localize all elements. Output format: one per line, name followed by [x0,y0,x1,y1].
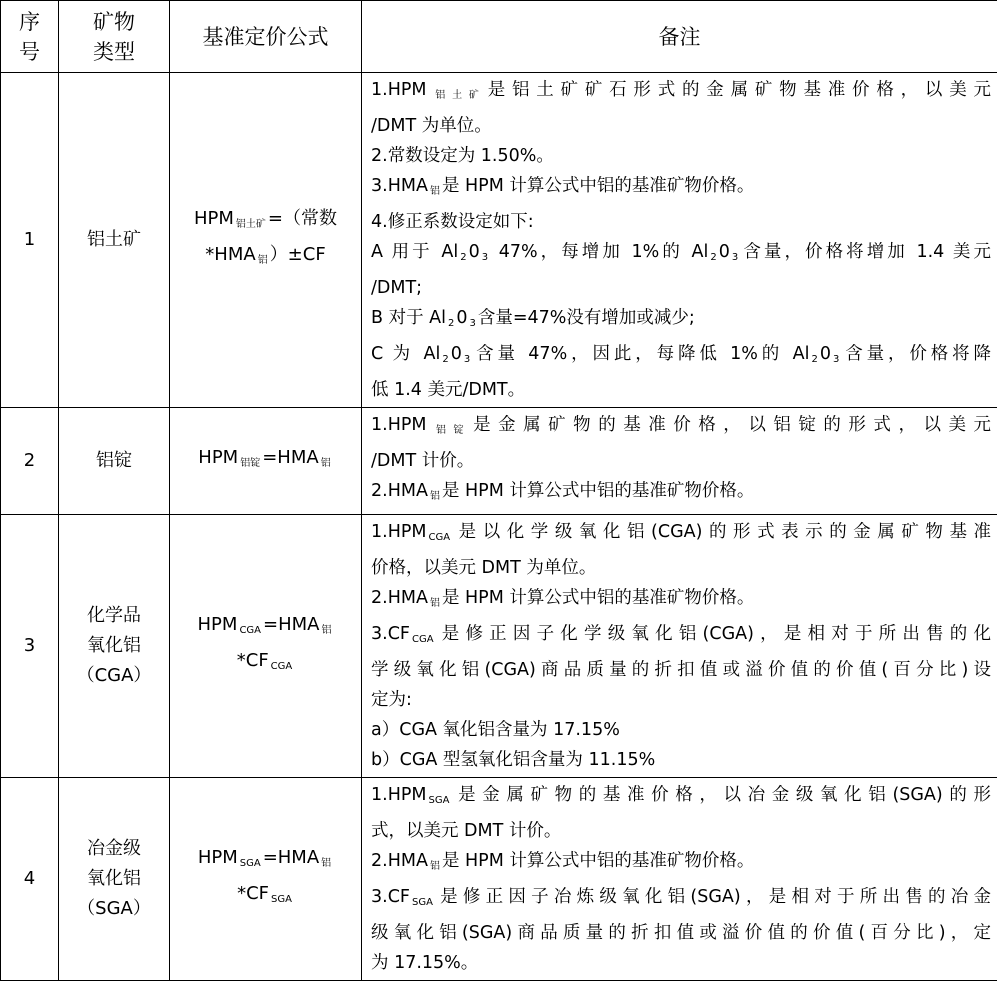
note-line: 为 17.15%。 [371,948,991,978]
row-no: 1 [1,73,59,408]
row-no: 3 [1,515,59,778]
row-no: 4 [1,778,59,981]
note-line: 学级氧化铝(CGA)商品质量的折扣值或溢价值的价值(百分比)设 [371,655,991,685]
note-line: 式，以美元 DMT 计价。 [371,816,991,846]
row-no: 2 [1,408,59,515]
row-notes [362,408,997,515]
row-type: 铝土矿 [59,73,170,408]
note-line: 2.HMA 铝 是 HPM 计算公式中铝的基准矿物价格。 [371,583,991,619]
row-formula: HPM 铝锭 =HMA 铝 [170,408,362,515]
note-line: 1.HPM CGA 是以化学级氧化铝(CGA)的形式表示的金属矿物基准 [371,517,991,553]
note-line: b）CGA 型氢氧化铝含量为 11.15% [371,745,991,775]
note-line: 3.CF CGA 是修正因子化学级氧化铝(CGA)，是相对于所出售的化 [371,619,991,655]
note-line: C 为 Al 2 0 3 含量 47%，因此，每降低 1%的 Al 2 0 3 含量，价格将降 [371,339,991,375]
table-row [1,515,997,778]
header-notes: 备注 [362,1,997,73]
note-line: 2.常数设定为 1.50%。 [371,141,991,171]
row-formula: HPM CGA =HMA 铝 *CF CGA [170,515,362,778]
row-type: 铝锭 [59,408,170,515]
note-line: 4.修正系数设定如下: [371,207,991,237]
note-line: 3.HMA 铝 是 HPM 计算公式中铝的基准矿物价格。 [371,171,991,207]
table-row [1,73,997,408]
header-formula: 基准定价公式 [170,1,362,73]
note-line: /DMT; [371,273,991,303]
row-notes [362,515,997,778]
note-line: 2.HMA 铝 是 HPM 计算公式中铝的基准矿物价格。 [371,476,991,512]
row-notes [362,778,997,981]
note-line: a）CGA 氧化铝含量为 17.15% [371,715,991,745]
table-row [1,408,997,515]
row-type: 化学品 氧化铝 （CGA） [59,515,170,778]
note-line: 1.HPM 铝锭 是金属矿物的基准价格，以铝锭的形式，以美元 [371,410,991,446]
note-line: 1.HPM SGA 是金属矿物的基准价格，以冶金级氧化铝(SGA)的形 [371,780,991,816]
row-formula: HPM SGA =HMA 铝 *CF SGA [170,778,362,981]
row-formula: HPM 铝土矿 =（常数 *HMA 铝 ）±CF [170,73,362,408]
note-line: 1.HPM 铝土矿 是铝土矿矿石形式的金属矿物基准价格，以美元 [371,75,991,111]
header-type: 矿物 类型 [59,1,170,73]
note-line: 低 1.4 美元/DMT。 [371,375,991,405]
note-line: A 用于 Al 2 0 3 47%，每增加 1%的 Al 2 0 3 含量，价格将增加 1.4 美元 [371,237,991,273]
note-line: 2.HMA 铝 是 HPM 计算公式中铝的基准矿物价格。 [371,846,991,882]
note-line: /DMT 计价。 [371,446,991,476]
row-notes [362,73,997,408]
note-line: 价格，以美元 DMT 为单位。 [371,553,991,583]
note-line: 3.CF SGA 是修正因子冶炼级氧化铝(SGA)，是相对于所出售的冶金 [371,882,991,918]
table-row [1,778,997,981]
note-line: /DMT 为单位。 [371,111,991,141]
note-line: 级氧化铝(SGA)商品质量的折扣值或溢价值的价值(百分比)，定 [371,918,991,948]
note-line: 定为: [371,685,991,715]
header-no: 序 号 [1,1,59,73]
note-line: B 对于 Al 2 0 3 含量=47%没有增加或减少; [371,303,991,339]
row-type: 冶金级 氧化铝 （SGA） [59,778,170,981]
header-row [1,1,997,73]
